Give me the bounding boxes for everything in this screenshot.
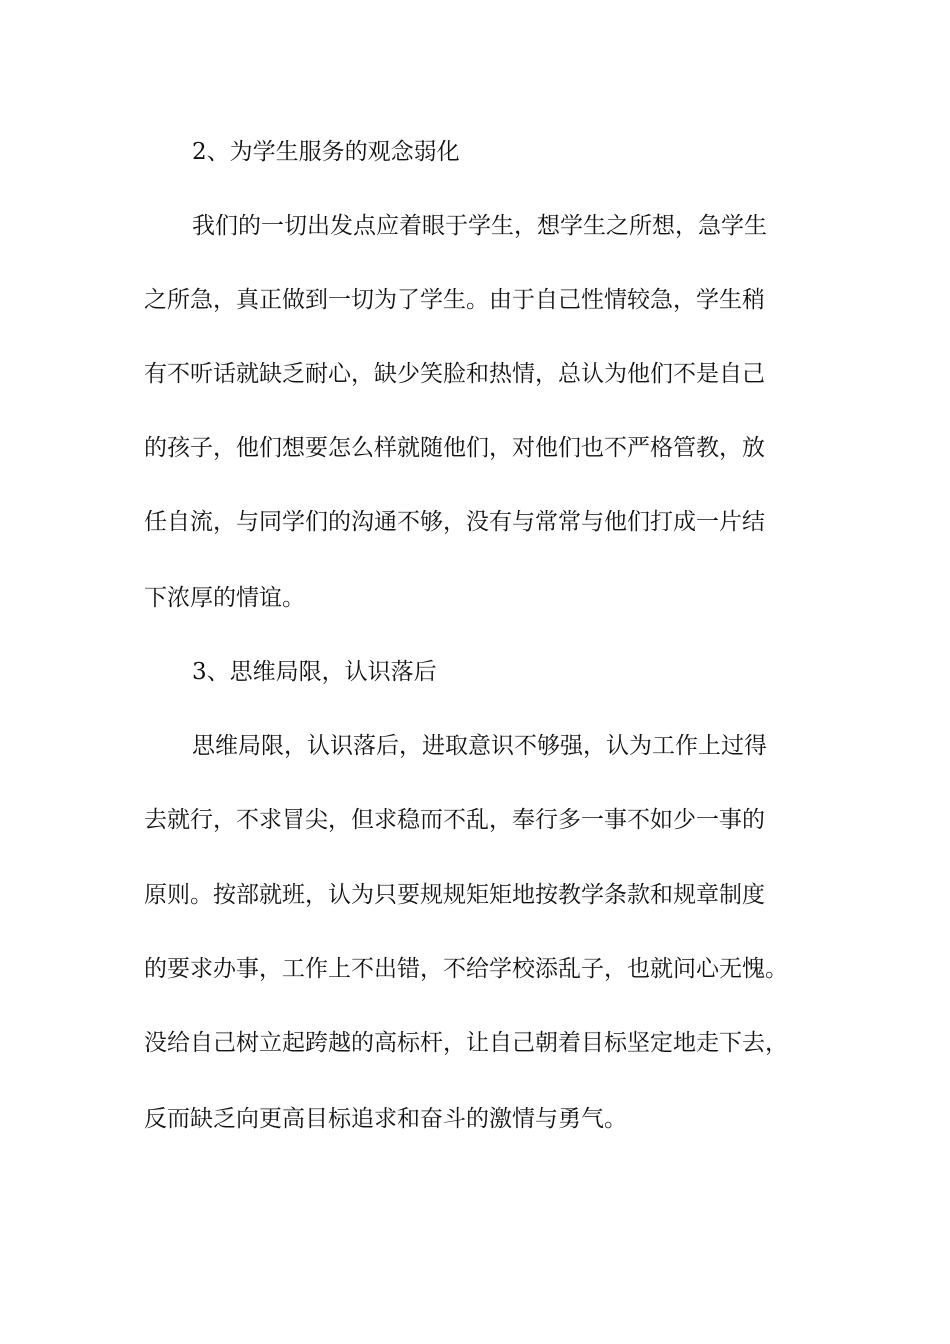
paragraph-line: 没给自己树立起跨越的高标杆，让自己朝着目标坚定地走下去， (144, 1030, 788, 1056)
paragraph-line: 之所急，真正做到一切为了学生。由于自己性情较急，学生稍 (144, 287, 765, 313)
paragraph-line: 反而缺乏向更高目标追求和奋斗的激情与勇气。 (144, 1106, 627, 1132)
paragraph-line: 下浓厚的情谊。 (144, 585, 305, 611)
paragraph-line: 任自流，与同学们的沟通不够，没有与常常与他们打成一片结 (144, 509, 765, 535)
paragraph-line: 原则。按部就班，认为只要规规矩矩地按教学条款和规章制度 (144, 882, 765, 908)
section-heading-3: 3、思维局限，认识落后 (192, 659, 437, 685)
section-heading-2: 2、为学生服务的观念弱化 (192, 139, 460, 165)
paragraph-line: 的孩子，他们想要怎么样就随他们，对他们也不严格管教，放 (144, 435, 765, 461)
paragraph-line: 去就行，不求冒尖，但求稳而不乱，奉行多一事不如少一事的 (144, 807, 765, 833)
paragraph-line: 我们的一切出发点应着眼于学生，想学生之所想，急学生 (192, 213, 767, 239)
paragraph-line: 有不听话就缺乏耐心，缺少笑脸和热情，总认为他们不是自己 (144, 361, 765, 387)
paragraph-line: 的要求办事，工作上不出错，不给学校添乱子，也就问心无愧。 (144, 956, 788, 982)
paragraph-line: 思维局限，认识落后，进取意识不够强，认为工作上过得 (192, 733, 767, 759)
